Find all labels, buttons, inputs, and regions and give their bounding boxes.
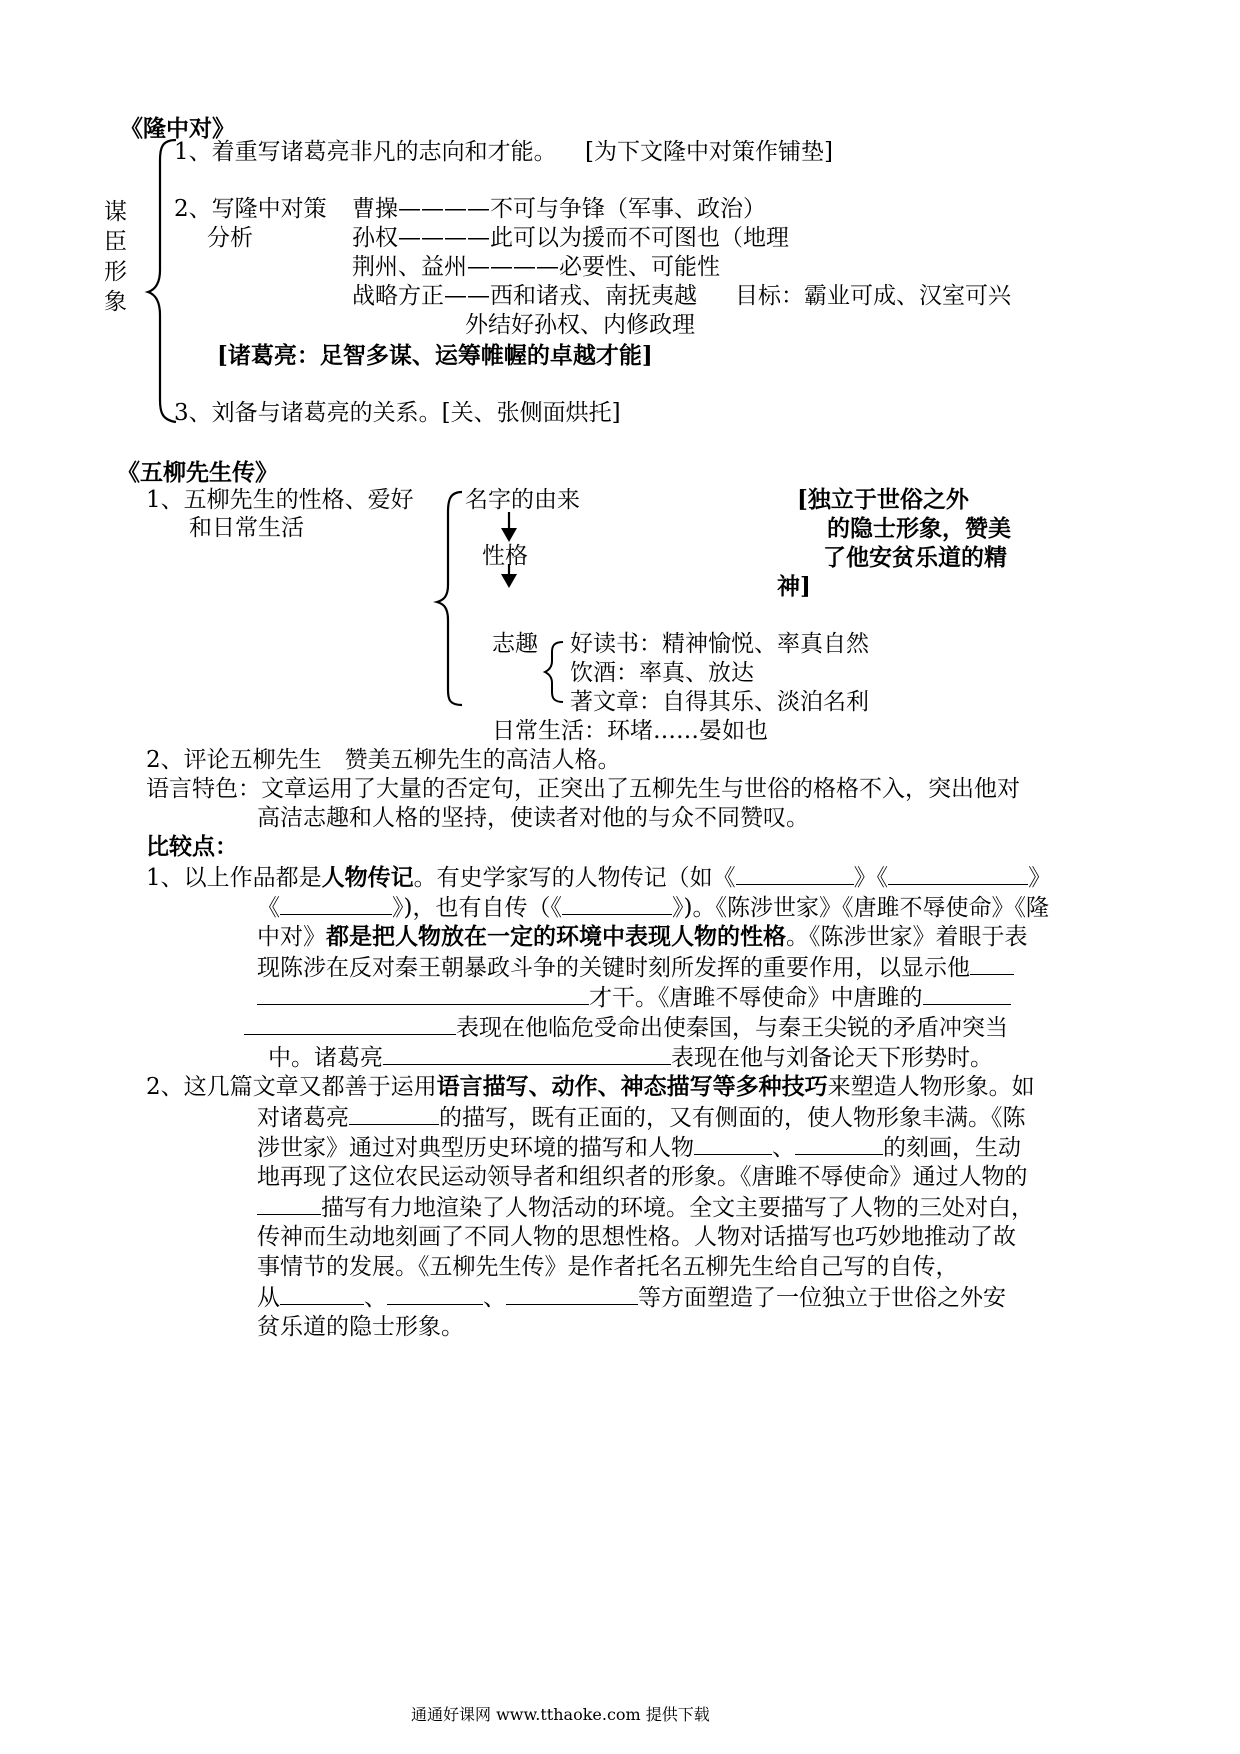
lz-item-2: 2、写隆中对策 <box>174 196 327 222</box>
lz-goal: 目标：霸业可成、汉室可兴 <box>735 283 1011 309</box>
left-brace <box>545 642 563 702</box>
lz-analysis-line: 孙权————此可以为援而不可图也（地理 <box>352 225 789 251</box>
compare-p1-line4: 现陈涉在反对秦王朝暴政斗争的关键时刻所发挥的重要作用，以显示他 <box>257 952 1014 983</box>
compare-p2-line6: 传神而生动地刻画了不同人物的思想性格。人物对话描写也巧妙地推动了故 <box>257 1224 1016 1250</box>
left-brace <box>437 492 462 705</box>
compare-p2-line2: 对诸葛亮 的描写，既有正面的，又有侧面的，使人物形象丰满。《陈 <box>257 1102 1026 1133</box>
compare-p2-line4: 地再现了这位农民运动领导者和组织者的形象。《唐雎不辱使命》通过人物的 <box>257 1164 1028 1190</box>
wl-note-line: 的隐士形象，赞美 <box>827 515 1011 542</box>
lz-analysis-line: 战略方正——西和诸戎、南抚夷越 <box>352 283 697 309</box>
wl-hobby: 好读书：精神愉悦、率真自然 <box>570 631 869 657</box>
compare-p1-line1: 1、以上作品都是人物传记。有史学家写的人物传记（如《 》《 》 <box>146 864 1052 891</box>
compare-title: 比较点： <box>146 833 238 860</box>
compare-p2-line9: 贫乐道的隐士形象。 <box>257 1314 464 1340</box>
lz-analysis-line: 外结好孙权、内修政理 <box>465 312 695 338</box>
side-label-char: 谋 <box>104 199 127 225</box>
compare-p1-line2: 《 》)，也有自传（《 》)。《陈涉世家》《唐雎不辱使命》《隆 <box>257 892 1049 923</box>
wl-daily: 日常生活：环堵……晏如也 <box>492 718 768 744</box>
lz-analysis-line: 荆州、益州————必要性、可能性 <box>352 254 720 280</box>
compare-p2-line1: 2、这几篇文章又都善于运用语言描写、动作、神态描写等多种技巧来塑造人物形象。如 <box>146 1073 1035 1100</box>
side-label-char: 形 <box>104 259 127 285</box>
section-title-wuliu: 《五柳先生传》 <box>117 459 278 486</box>
compare-p2-line5: 描写有力地渲染了人物活动的环境。全文主要描写了人物的三处对白， <box>257 1192 1034 1223</box>
wl-language-1: 语言特色：文章运用了大量的否定句，正突出了五柳先生与世俗的格格不入，突出他对 <box>146 776 1020 802</box>
compare-p2-line7: 事情节的发展。《五柳先生传》是作者托名五柳先生给自己写的自传， <box>257 1254 959 1280</box>
wl-hobby: 饮酒：率真、放达 <box>570 660 754 686</box>
down-arrow-icon <box>501 564 517 588</box>
side-label-char: 臣 <box>104 229 127 255</box>
wl-character: 性格 <box>482 543 528 569</box>
lz-item-1-note: [为下文隆中对策作铺垫] <box>585 139 833 165</box>
compare-p1-line5: 才干。《唐雎不辱使命》中唐雎的 <box>257 982 1011 1013</box>
left-brace <box>148 140 176 422</box>
lz-analysis-line: 曹操————不可与争锋（军事、政治） <box>352 196 766 222</box>
wl-item-1-cont: 和日常生活 <box>189 515 304 541</box>
compare-p1-line6: 表现在他临危受命出使秦国，与秦王尖锐的矛盾冲突当 <box>244 1012 1008 1043</box>
wl-item-1: 1、五柳先生的性格、爱好 <box>146 487 414 513</box>
compare-p1-line7: 中。诸葛亮 表现在他与刘备论天下形势时。 <box>268 1042 993 1073</box>
wl-note-line: [独立于世俗之外 <box>797 486 969 513</box>
lz-item-3: 3、刘备与诸葛亮的关系。[关、张侧面烘托] <box>174 400 621 426</box>
compare-p2-line3: 涉世家》通过对典型历史环境的描写和人物 、 的刻画，生动 <box>257 1132 1021 1163</box>
wl-hobby: 著文章：自得其乐、淡泊名利 <box>570 689 869 715</box>
lz-item-2-cont: 分析 <box>207 225 253 251</box>
lz-conclusion: [诸葛亮：足智多谋、运筹帷幄的卓越才能] <box>217 342 653 369</box>
section-title-longzhongdui: 《隆中对》 <box>120 115 235 142</box>
wl-language-2: 高洁志趣和人格的坚持，使读者对他的与众不同赞叹。 <box>257 805 809 831</box>
wl-note-line: 了他安贫乐道的精 <box>823 544 1007 571</box>
wl-note-line: 神] <box>777 573 811 600</box>
wl-item-2: 2、评论五柳先生 赞美五柳先生的高洁人格。 <box>146 747 621 773</box>
down-arrow-icon <box>501 512 517 542</box>
side-label-char: 象 <box>104 289 127 315</box>
lz-item-1: 1、着重写诸葛亮非凡的志向和才能。 <box>174 139 557 165</box>
page-footer: 通通好课网 www.tthaoke.com 提供下载 <box>411 1705 710 1724</box>
compare-p1-line3: 中对》都是把人物放在一定的环境中表现人物的性格。《陈涉世家》着眼于表 <box>257 923 1028 950</box>
wl-name-origin: 名字的由来 <box>465 487 580 513</box>
compare-p2-line8: 从 、 、 等方面塑造了一位独立于世俗之外安 <box>257 1282 1006 1313</box>
wl-interest: 志趣 <box>492 631 538 657</box>
